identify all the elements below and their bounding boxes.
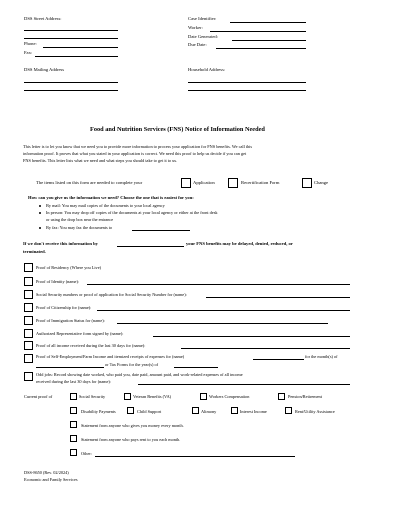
change-checkbox[interactable] (302, 178, 312, 188)
checklist-item: Proof of Immigration Status for (name): (36, 318, 105, 323)
intro-line: information proof. It proves that what you stated in your application is correct. We need this proof to help us decide if you can get (23, 151, 247, 156)
proof-option: Workers Compensation (209, 394, 250, 399)
dss-address-line-1 (24, 30, 118, 31)
current-proof-label: Current proof of (24, 394, 53, 399)
intro-line: FNS benefits. This letter lists what we need and what steps you should take to get it to us. (23, 158, 178, 163)
disability-checkbox[interactable] (70, 407, 77, 414)
due-date-label: Due Date: (188, 42, 207, 47)
fill-line (153, 336, 350, 337)
checklist-item: Proof of all income received during the last 30 days for (name): (36, 343, 146, 348)
ssn-checkbox[interactable] (24, 290, 33, 299)
dss-address-line-2 (24, 38, 118, 39)
checklist-item: Proof of Self-Employment/Farm Income and itemized receipts of expenses for (name) (36, 354, 185, 359)
case-identifier-label: Case Identifier: (188, 16, 217, 21)
recertification-label: Recertification Form (241, 180, 280, 185)
odd-jobs-checkbox[interactable] (24, 372, 33, 381)
proof-option: Pension/Retirement (288, 394, 322, 399)
fax-line (35, 56, 118, 57)
citizenship-checkbox[interactable] (24, 303, 33, 312)
social-security-checkbox[interactable] (70, 393, 77, 400)
other-line (95, 456, 295, 457)
method-in-person-cont: or using the drop box near the entrance (46, 217, 114, 222)
application-label: Application (193, 180, 215, 185)
notice-title: Food and Nutrition Services (FNS) Notice of Information Needed (90, 126, 265, 133)
fill-line (97, 310, 350, 311)
warning-line-2: terminated. (23, 249, 46, 254)
division-name: Economic and Family Services (24, 477, 78, 482)
fill-line (206, 297, 350, 298)
veteran-benefits-checkbox[interactable] (124, 393, 131, 400)
mailing-line-2 (24, 90, 118, 91)
months-label: for the month(s) of (305, 354, 338, 359)
bullet-icon (39, 212, 41, 214)
checklist-item: Proof of Identity (name): (36, 279, 80, 284)
money-monthly-checkbox[interactable] (70, 421, 77, 428)
phone-line (43, 47, 118, 48)
method-mail: By mail: You may mail copies of the documents to your local agency (46, 203, 165, 208)
due-date-line (216, 48, 306, 49)
method-in-person: In person: You may drop off copies of the documents at your local agency or either at the front desk (46, 210, 218, 215)
checklist-item: Authorized Representative form signed by (name): (36, 331, 124, 336)
warning-line-1a: If we don't receive this information by (23, 241, 98, 246)
bullet-icon (39, 205, 41, 207)
proof-option: Social Security (79, 394, 106, 399)
how-heading: How can you give us the information we need? Choose the one that is easiest for you: (28, 195, 194, 200)
fax-number-line (132, 230, 190, 231)
worker-label: Worker: (188, 25, 203, 30)
child-support-checkbox[interactable] (127, 407, 134, 414)
recertification-checkbox[interactable] (228, 178, 238, 188)
fill-line (36, 367, 104, 368)
household-line-2 (188, 90, 306, 91)
date-generated-line (232, 40, 306, 41)
method-fax: By fax: You may fax the documents to (46, 225, 113, 230)
fill-line (138, 384, 350, 385)
checklist-item: Social Security numbers or proof of application for Social Security Number for (name): (36, 292, 187, 297)
rent-utility-checkbox[interactable] (285, 407, 292, 414)
fill-line (87, 284, 350, 285)
fill-line (253, 359, 304, 360)
fax-label: Fax: (24, 50, 33, 55)
proof-option: Alimony (201, 409, 217, 414)
income-checkbox[interactable] (24, 341, 33, 350)
needed-prefix: The items listed on this form are needed to complete your (36, 180, 143, 185)
identity-checkbox[interactable] (24, 277, 33, 286)
household-address-label: Household Address: (188, 67, 226, 72)
tax-forms-label: or Tax Forms for the year(s) of (105, 362, 159, 367)
dss-mailing-address-label: DSS Mailing Address (24, 67, 65, 72)
proof-option: Child Support (137, 409, 162, 414)
immigration-checkbox[interactable] (24, 316, 33, 325)
checklist-item: Proof of Citizenship for (name): (36, 305, 92, 310)
money-monthly-label: Statement from anyone who gives you money every month. (81, 423, 184, 428)
fill-line (117, 323, 328, 324)
workers-comp-checkbox[interactable] (200, 393, 207, 400)
application-checkbox[interactable] (181, 178, 191, 188)
other-checkbox[interactable] (70, 449, 77, 456)
phone-label: Phone: (24, 41, 37, 46)
checklist-item: Proof of Residency (Where you Live) (36, 265, 102, 270)
dss-street-address-label: DSS Street Address: (24, 16, 62, 21)
date-generated-label: Date Generated: (188, 34, 218, 39)
other-label: Other: (81, 451, 92, 456)
mailing-line-1 (24, 82, 118, 83)
form-number: DSS-8650 (Rev. 02/2024) (24, 470, 69, 475)
authorized-rep-checkbox[interactable] (24, 329, 33, 338)
odd-jobs-line-1: Odd jobs: Record showing date worked, who paid you, date paid, amount paid, and work-related expenses of all income (36, 372, 243, 377)
household-line-1 (188, 82, 306, 83)
deadline-line (117, 246, 184, 247)
self-employment-checkbox[interactable] (24, 354, 33, 363)
interest-income-checkbox[interactable] (231, 407, 238, 414)
intro-line: This letter is to let you know that we need you to provide more information to process your application for FNS benefits. We call this (23, 144, 253, 149)
warning-line-1b: your FNS benefits may be delayed, denied, reduced, or (186, 241, 293, 246)
proof-option: Interest Income (240, 409, 267, 414)
proof-option: Rent/Utility Assistance (295, 409, 335, 414)
proof-option: Veteran Benefits (VA) (133, 394, 172, 399)
fill-line (174, 367, 218, 368)
change-label: Change (314, 180, 329, 185)
pays-rent-label: Statement from anyone who pays rent to you each month. (81, 437, 181, 442)
pays-rent-checkbox[interactable] (70, 435, 77, 442)
case-identifier-line (230, 22, 306, 23)
odd-jobs-line-2: received during the last 30 days for (name): (36, 379, 112, 384)
bullet-icon (39, 227, 41, 229)
proof-option: Disability Payments (81, 409, 116, 414)
residency-checkbox[interactable] (24, 263, 33, 272)
alimony-checkbox[interactable] (192, 407, 199, 414)
pension-checkbox[interactable] (278, 393, 285, 400)
worker-line (210, 31, 306, 32)
fill-line (181, 348, 350, 349)
